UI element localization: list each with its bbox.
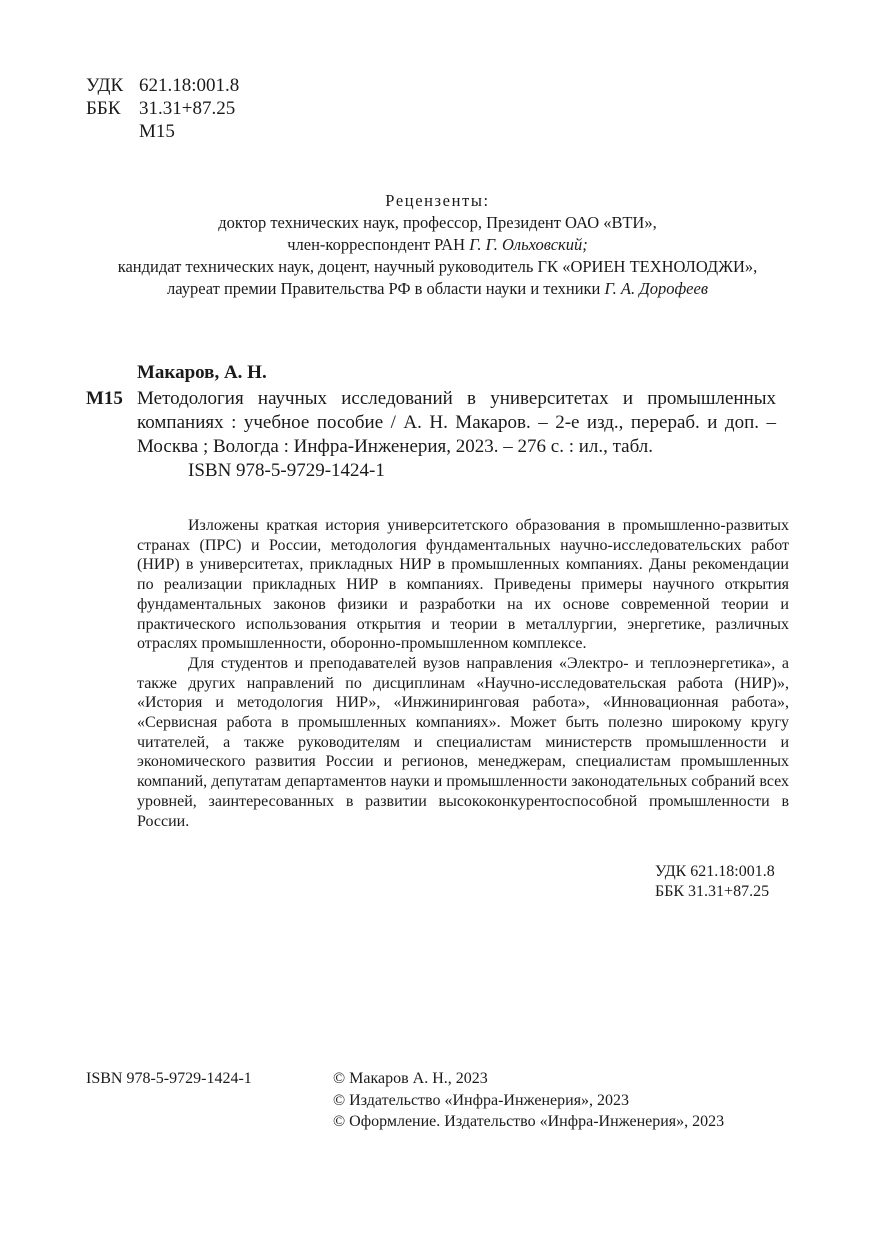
footer-isbn: ISBN 978-5-9729-1424-1 xyxy=(86,1070,252,1087)
udk-label: УДК xyxy=(86,75,124,96)
copyright-author: © Макаров А. Н., 2023 xyxy=(333,1070,488,1087)
udk-row xyxy=(86,74,239,97)
classification-codes xyxy=(86,74,239,143)
reviewer-2-name: Г. А. Дорофеев xyxy=(604,279,708,298)
reviewer-1-name: Г. Г. Ольховский; xyxy=(469,235,588,254)
annotation-paragraph-1: Изложены краткая история университетского образования в промышленно-развитых странах (ПРС) и России, методология фундаментальных научно-исследовательских работ (НИР) в университетах, прикладных НИР в промышленных компаниях. Даны рекомендации по реализации прикладных НИР в компаниях. Приведены примеры научного открытия фундаментальных законов физики и разработки на их основе современной теории и практического использования открытия и теории в металлургии, энергетике, различных отраслях промышленности, оборонно-промышленном комплексе. xyxy=(137,517,789,653)
bbk-code-right: ББК 31.31+87.25 xyxy=(655,883,770,900)
bibliographic-isbn: ISBN 978-5-9729-1424-1 xyxy=(188,460,385,481)
classification-codes-right xyxy=(655,862,775,902)
book-author: Макаров, А. Н. xyxy=(137,362,267,383)
reviewer-2-title: кандидат технических наук, доцент, научный руководитель ГК «ОРИЕН ТЕХНОЛОДЖИ», xyxy=(117,257,758,276)
copyright-design: © Оформление. Издательство «Инфра-Инженерия», 2023 xyxy=(333,1113,725,1130)
bibliographic-mark: М15 xyxy=(86,388,123,409)
bibliographic-entry xyxy=(86,361,776,483)
bbk-row xyxy=(86,97,239,120)
reviewer-1-membership: член-корреспондент РАН xyxy=(287,235,470,254)
reviewer-1-title: доктор технических наук, профессор, Президент ОАО «ВТИ», xyxy=(218,213,657,232)
bbk-value: 31.31+87.25 xyxy=(139,98,236,119)
reviewer-2-award: лауреат премии Правительства РФ в области науки и техники xyxy=(166,279,605,298)
copyright-publisher: © Издательство «Инфра-Инженерия», 2023 xyxy=(333,1091,630,1109)
bbk-label: ББК xyxy=(86,98,121,119)
bibliographic-description: Методология научных исследований в университетах и промышленных компаниях : учебное пособие / А. Н. Макаров. – 2-е изд., перераб. и доп. – Москва ; Вологда : Инфра-Инженерия, 2023. – 276 с. : ил., табл. xyxy=(137,388,776,457)
reviewers-heading: Рецензенты: xyxy=(385,191,490,210)
annotation-paragraph-2: Для студентов и преподавателей вузов направления «Электро- и теплоэнергетика», а также других направлений по дисциплинам «Научно-исследовательская работа (НИР)», «История и методология НИР», «Инжиниринговая работа», «Инновационная работа», «Сервисная работа в промышленных компаниях». Может быть полезно широкому кругу читателей, а также руководителям и специалистам министерств промышленности и экономического развития России и регионов, менеджерам, специалистам промышленных компаний, депутатам департаментов науки и промышленности законодательных собраний всех уровней, заинтересованных в развитии высококонкурентоспособной промышленности в России. xyxy=(137,654,789,830)
annotation xyxy=(137,516,789,831)
copyright-block xyxy=(333,1068,724,1133)
bibliographic-record xyxy=(86,387,776,459)
udk-code-right: УДК 621.18:001.8 xyxy=(655,863,775,880)
reviewers-block xyxy=(60,190,815,300)
author-mark: М15 xyxy=(139,121,175,142)
udk-value: 621.18:001.8 xyxy=(139,75,240,96)
reviewer-2-line2 xyxy=(60,278,815,300)
reviewer-1-line2 xyxy=(60,234,815,256)
